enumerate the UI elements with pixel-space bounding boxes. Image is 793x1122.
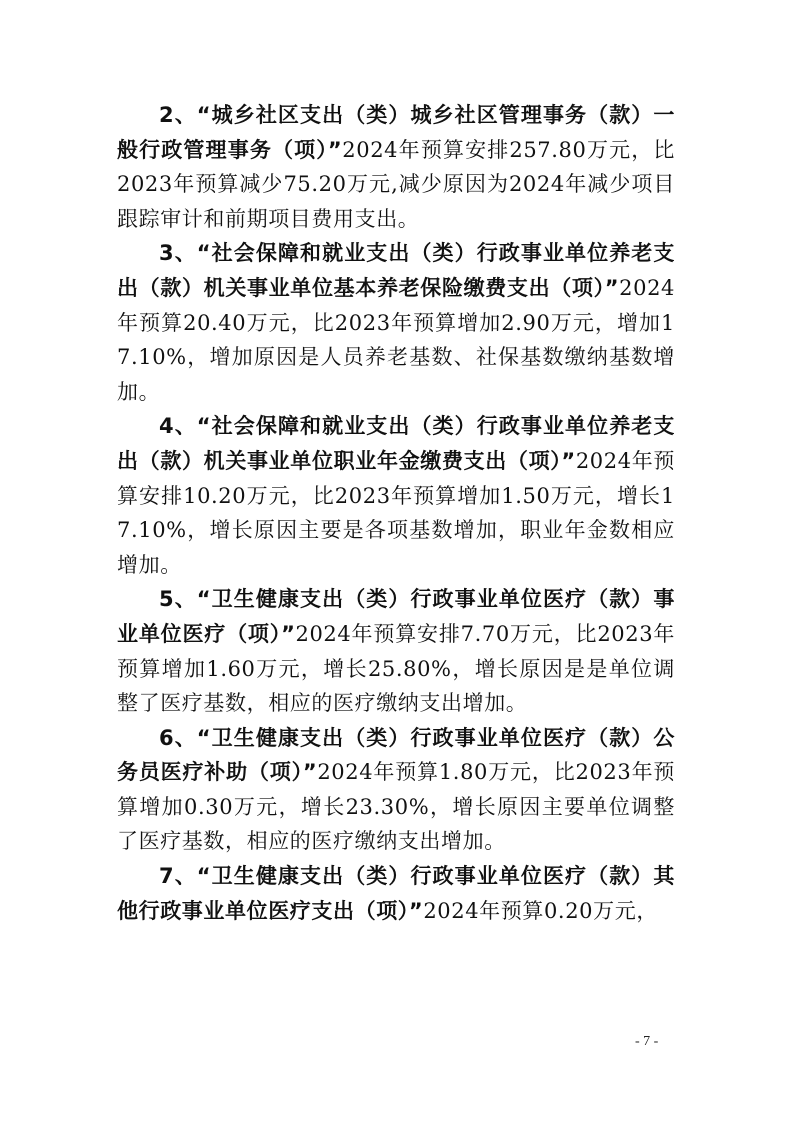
paragraph-heading: 3、“社会保障和就业支出（类）行政事业单位养老支出（款）机关事业单位基本养老保险缴费支出（项）” [117, 241, 675, 300]
paragraph-item-7 [117, 859, 675, 928]
paragraph-item-4 [117, 409, 675, 582]
paragraph-body: 2024年预算安排7.70万元，比2023年预算增加1.60万元，增长25.80%，增长原因是是单位调整了医疗基数，相应的医疗缴纳支出增加。 [117, 621, 675, 716]
paragraph-heading: 4、“社会保障和就业支出（类）行政事业单位养老支出（款）机关事业单位职业年金缴费支出（项）” [117, 414, 675, 473]
paragraph-body: 2024年预算安排257.80万元，比2023年预算减少75.20万元,减少原因为2024年减少项目跟踪审计和前期项目费用支出。 [117, 137, 676, 231]
paragraph-body: 2024年预算20.40万元，比2023年预算增加2.90万元，增加17.10%，增加原因是人员养老基数、社保基数缴纳基数增加。 [117, 275, 675, 404]
paragraph-body: 2024年预算安排10.20万元，比2023年预算增加1.50万元，增长17.10%，增长原因主要是各项基数增加，职业年金数相应增加。 [117, 448, 675, 577]
paragraph-item-6 [117, 721, 675, 859]
paragraph-heading: 5、“卫生健康支出（类）行政事业单位医疗（款）事业单位医疗（项）” [117, 587, 675, 646]
paragraph-item-5 [117, 582, 675, 720]
paragraph-item-3 [117, 236, 675, 409]
paragraph-heading: 6、“卫生健康支出（类）行政事业单位医疗（款）公务员医疗补助（项）” [117, 725, 675, 785]
page-number: - 7 - [635, 1034, 659, 1049]
paragraph-heading: 2、“城乡社区支出（类）城乡社区管理事务（款）一般行政管理事务（项）” [117, 103, 675, 162]
document-page [117, 98, 675, 928]
paragraph-item-2 [117, 98, 675, 236]
paragraph-heading: 7、“卫生健康支出（类）行政事业单位医疗（款）其他行政事业单位医疗支出（项）” [117, 864, 675, 923]
paragraph-body: 2024年预算0.20万元， [423, 898, 658, 923]
paragraph-body: 2024年预算1.80万元，比2023年预算增加0.30万元，增长23.30%，增长原因主要单位调整了医疗基数，相应的医疗缴纳支出增加。 [117, 760, 675, 854]
